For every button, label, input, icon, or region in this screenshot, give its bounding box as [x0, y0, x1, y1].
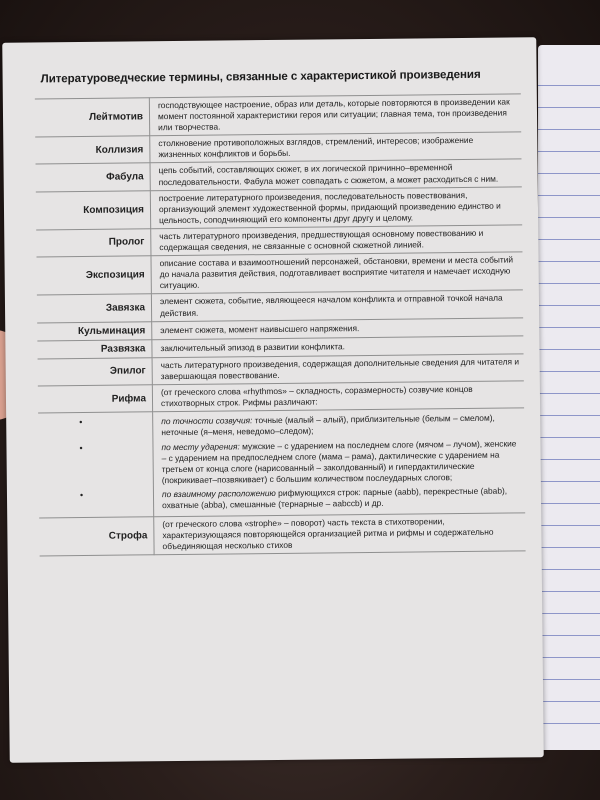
- term-cell: Развязка: [37, 340, 152, 359]
- term-cell: Строфа: [39, 517, 154, 556]
- empty-term-cell: [38, 412, 154, 518]
- list-item: [79, 437, 520, 486]
- term-cell: Фабула: [36, 163, 151, 191]
- bullet: •: [79, 417, 83, 428]
- table-row-rhyme-types: [38, 408, 525, 518]
- table-row-strofa: [39, 513, 525, 556]
- bullet: •: [79, 489, 84, 500]
- table-row: [35, 94, 521, 137]
- table-row: [36, 187, 522, 230]
- list-item-text: рифмующихся строк: парные (aabb), перекрестные (abab), охватные (abba), смешанные (тернарные – aabccb) и др.: [162, 485, 508, 511]
- term-cell: Рифма: [38, 385, 153, 413]
- terms-table: [35, 93, 526, 556]
- list-item-text: мужские – с ударением на последнем слоге (мячом – лучом), женские – с ударением на предпоследнем слоге (мама – рама), дактилические с ударением на третьем от конца слоге (нарисованный – заколдованный) и гипердактилические (покрикивает–позвякивает) с большим количеством послеударных слогов;: [161, 437, 517, 485]
- term-cell: Пролог: [36, 229, 151, 257]
- table-row: [36, 252, 522, 295]
- definition-cell: цепь событий, составляющих сюжет, в их логической причинно–временной последовательности. Фабула может совпадать с сюжетом, а может расходиться с ним.: [150, 159, 522, 190]
- definition-cell: часть литературного произведения, содержащая дополнительные сведения для читателя и завершающая повествование.: [152, 354, 524, 385]
- definition-cell: столкновение противоположных взглядов, стремлений, интересов; изображение жизненных конфликтов и борьбы.: [150, 132, 522, 163]
- list-item-text: точные (малый – алый), приблизительные (белым – смелом), неточные (я–меня, неведомо–следом);: [161, 413, 495, 438]
- right-notebook-page: [538, 45, 600, 750]
- definition-cell: построение литературного произведения, последовательность повествования, организующий элемент художественной формы, придающий произведению единство и цельность, соподчиняющий его компоненты друг другу и целому.: [150, 187, 522, 229]
- term-cell: Лейтмотив: [35, 98, 150, 137]
- term-cell: Экспозиция: [36, 256, 151, 295]
- definition-cell: описание состава и взаимоотношений персонажей, обстановки, времени и места событий до начала развития действия, подготавливает восприятие читателя и намечает исходную ситуацию.: [151, 252, 523, 294]
- definition-cell: элемент сюжета, момент наивысшего напряжения.: [152, 317, 524, 339]
- page-title: Литературоведческие термины, связанные с характеристикой произведения: [40, 67, 481, 86]
- term-cell: Кульминация: [37, 321, 152, 340]
- document-page: [2, 37, 544, 763]
- list-item-lead: по взаимному расположению: [161, 487, 276, 500]
- list-item-lead: по месту ударения:: [161, 440, 240, 452]
- term-cell: Завязка: [37, 294, 152, 322]
- term-cell: Эпилог: [38, 358, 153, 386]
- definition-cell: заключительный эпизод в развитии конфликта.: [152, 336, 524, 358]
- rhyme-types-cell: [79, 408, 526, 517]
- definition-cell: элемент сюжета, событие, являющееся началом конфликта и отправной точкой начала действия.: [151, 290, 523, 321]
- definition-cell: часть литературного произведения, предшествующая основному повествованию и содержащая сведения, не связанные с основной сюжетной линией.: [151, 225, 523, 256]
- list-item: [79, 413, 520, 439]
- term-cell: Композиция: [36, 190, 151, 229]
- list-item-lead: по точности созвучия:: [161, 415, 253, 427]
- definition-cell: (от греческого слова «strophe» – поворот) часть текста в стихотворении, характеризующаяся повторяющейся организацией ритма и рифмы и содержательно объединяющая несколько стихов: [154, 513, 526, 555]
- term-cell: Коллизия: [35, 136, 150, 164]
- list-item: [79, 485, 521, 511]
- definition-cell: (от греческого слова «rhythmos» – складность, соразмерность) созвучие концов стихотворных строк. Рифмы различают:: [152, 381, 524, 412]
- definition-cell: господствующее настроение, образ или деталь, которые повторяются в произведении как момент постоянной характеристики героя или ситуации; главная тема, тон произведения или творчества.: [149, 94, 521, 136]
- rhyme-types-list: [79, 413, 521, 512]
- bullet: •: [79, 442, 83, 453]
